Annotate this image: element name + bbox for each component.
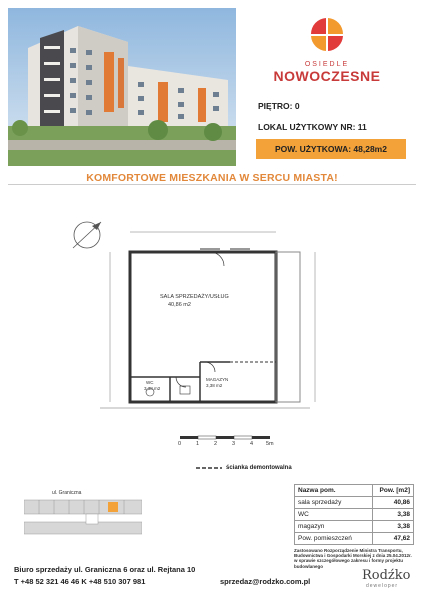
legend <box>196 465 292 471</box>
developer-logo: Rodźko <box>362 568 411 583</box>
scale-tick: 3 <box>232 441 236 447</box>
scale-tick: 4 <box>250 441 254 447</box>
table-row <box>295 509 414 521</box>
regulation-note: Zastosowano Rozporządzenie Ministra Transportu, Budownictwa i Gospodarki Morskiej z dnia 25.04.2012r. w sprawie szczegółowego zakresu i formy projektu budowlanego <box>294 548 412 569</box>
table-header-cell: Nazwa pom. <box>295 485 373 497</box>
developer-logo-sub: deweloper <box>366 583 399 589</box>
scale-tick: 0 <box>178 441 182 447</box>
email-link[interactable]: sprzedaz@rodzko.com.pl <box>220 577 311 586</box>
table-header-cell: Pow. [m2] <box>373 485 414 497</box>
table-cell: magazyn <box>295 521 373 533</box>
sales-office-address: Biuro sprzedaży ul. Graniczna 6 oraz ul. Rejtana 10 <box>14 565 196 574</box>
scale-tick: 5m <box>266 441 274 447</box>
table-header <box>295 485 414 497</box>
room-store-area: 3,38 m2 <box>206 383 223 388</box>
table-cell: sala sprzedaży <box>295 497 373 509</box>
legend-label: ścianka demontowalna <box>226 465 292 471</box>
table-cell: WC <box>295 509 373 521</box>
logo-title: NOWOCZESNE <box>273 68 381 84</box>
floor-plan <box>60 212 340 457</box>
phone-numbers: T +48 52 321 46 46 K +48 510 307 981 <box>14 577 146 586</box>
room-wc-label: WC <box>146 380 154 385</box>
table-cell: 47,62 <box>373 533 414 545</box>
site-map <box>24 494 142 542</box>
room-main-label: SALA SPRZEDAŻY/USŁUG <box>160 294 229 300</box>
building-rendering <box>8 8 236 166</box>
dashed-wall-icon <box>196 466 222 470</box>
osiedle-logo <box>252 14 402 94</box>
room-main-area: 40,86 m2 <box>168 302 191 308</box>
scale-bar-labels <box>178 441 278 449</box>
table-cell: Pow. pomieszczeń <box>295 533 373 545</box>
table-row <box>295 497 414 509</box>
usable-area-badge: POW. UŻYTKOWA: 48,28m2 <box>256 139 406 159</box>
table-cell: 3,38 <box>373 509 414 521</box>
room-wc-area: 3,38 m2 <box>144 386 161 391</box>
table-cell: 3,38 <box>373 521 414 533</box>
site-street-label: ul. Graniczna <box>52 490 82 496</box>
table-cell: 40,86 <box>373 497 414 509</box>
scale-tick: 1 <box>196 441 200 447</box>
divider <box>8 184 416 185</box>
area-table <box>294 484 414 545</box>
logo-mark-icon <box>307 14 347 54</box>
unit-label: LOKAL UŻYTKOWY NR: 11 <box>258 122 367 132</box>
slogan: KOMFORTOWE MIESZKANIA W SERCU MIASTA! <box>86 172 338 184</box>
floor-label: PIĘTRO: 0 <box>258 101 300 111</box>
room-store-label: MAGAZYN <box>206 377 229 382</box>
logo-subtitle: OSIEDLE <box>304 61 350 68</box>
scale-tick: 2 <box>214 441 218 447</box>
table-row <box>295 533 414 545</box>
table-row <box>295 521 414 533</box>
